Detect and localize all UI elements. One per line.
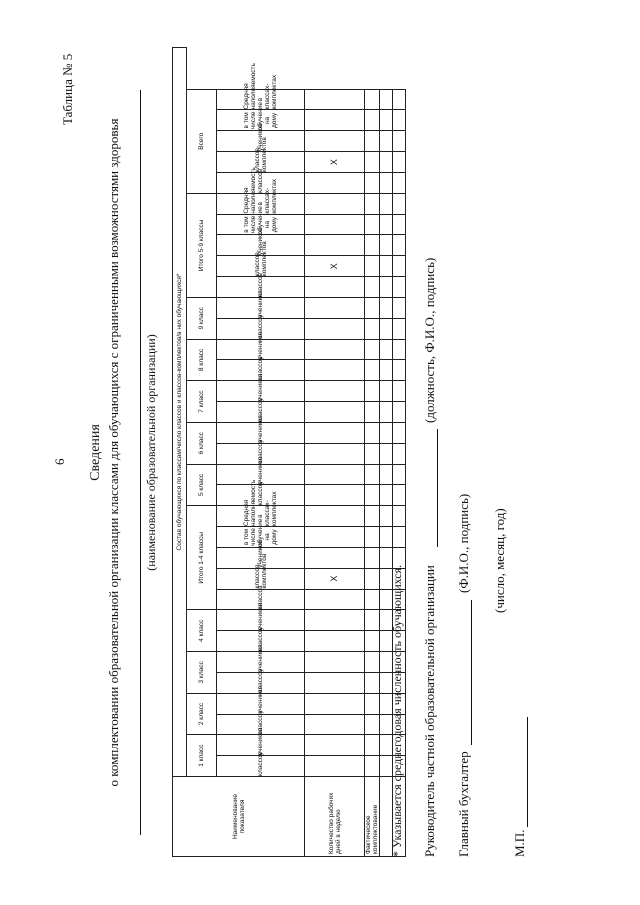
data-cell: [365, 402, 380, 423]
data-cell: [393, 297, 406, 318]
data-cell: [380, 506, 393, 527]
row-label-actual-staffing: Фактическое комплектование: [365, 777, 380, 857]
data-cell: [380, 402, 393, 423]
data-cell: [393, 89, 406, 110]
data-cell: [305, 756, 365, 777]
data-cell: [393, 485, 406, 506]
data-cell: [365, 89, 380, 110]
data-cell: [365, 193, 380, 214]
subheader-students: учеников: [217, 735, 305, 756]
data-cell: [365, 277, 380, 298]
group-header-9: 9 класс: [187, 297, 217, 339]
data-cell: [380, 527, 393, 548]
x-mark: Х: [305, 152, 365, 173]
director-label: Руководитель частной образовательной организации: [422, 565, 437, 857]
data-cell: [365, 631, 380, 652]
group-header-6: 6 класс: [187, 422, 217, 464]
indicator-header: Наименование показателя: [173, 777, 305, 857]
data-cell: [393, 381, 406, 402]
data-cell: [365, 464, 380, 485]
data-cell: [393, 402, 406, 423]
data-cell: [380, 318, 393, 339]
data-cell: [305, 589, 365, 610]
data-cell: [305, 110, 365, 131]
data-cell: [305, 527, 365, 548]
data-cell: [365, 235, 380, 256]
data-cell: [380, 193, 393, 214]
data-cell: [393, 422, 406, 443]
accountant-label: Главный бухгалтер: [456, 751, 471, 857]
data-cell: [305, 672, 365, 693]
data-cell: [305, 89, 365, 110]
data-cell: [393, 152, 406, 173]
subheader-classes: классов: [217, 589, 305, 610]
data-cell: [305, 339, 365, 360]
data-cell: [305, 506, 365, 527]
data-cell: [305, 402, 365, 423]
data-cell: [380, 422, 393, 443]
subheader-classes: классов: [217, 172, 305, 193]
data-cell: [305, 610, 365, 631]
data-cell: [393, 172, 406, 193]
data-cell: [393, 464, 406, 485]
subheader-classes: классов: [217, 714, 305, 735]
data-cell: [393, 193, 406, 214]
group-header-0: 1 класс: [187, 735, 217, 777]
data-cell: [393, 318, 406, 339]
data-cell: [305, 381, 365, 402]
data-cell: [380, 485, 393, 506]
data-cell: [380, 339, 393, 360]
composition-header: Состав обучающихся по классам/число классов и классов-комплектов/в них обучающихся*: [173, 48, 187, 777]
group-header-10: Итого 5-9 классы: [187, 193, 217, 297]
subheader-students: учеников: [217, 547, 305, 568]
data-cell: [365, 256, 380, 277]
data-cell: [365, 360, 380, 381]
data-cell: [380, 235, 393, 256]
subheader-classes: классов: [217, 360, 305, 381]
data-cell: [365, 589, 380, 610]
subheader-average-occupancy: Средняя наполняемость в классах-комплектах: [217, 89, 305, 110]
page-number: 6: [52, 458, 67, 465]
data-cell: [305, 297, 365, 318]
subheader-home-schooling: в том числе обучение на дому: [217, 214, 305, 235]
data-cell: [305, 360, 365, 381]
subheader-students: учеников: [217, 422, 305, 443]
document-title: Сведения: [88, 424, 103, 481]
footnote: * Указывается среднегодовая численность обучающихся.: [390, 564, 404, 857]
data-cell: [365, 422, 380, 443]
data-cell: [393, 235, 406, 256]
table-number: Таблица № 5: [60, 53, 75, 125]
x-mark: Х: [305, 568, 365, 589]
subheader-classes: классов: [217, 631, 305, 652]
accountant-caption: (Ф.И.О., подпись): [456, 493, 471, 593]
data-cell: [305, 714, 365, 735]
data-cell: [380, 110, 393, 131]
data-cell: [365, 756, 380, 777]
accountant-signature-line: [471, 600, 472, 745]
group-header-3: 4 класс: [187, 610, 217, 652]
subheader-home-schooling: в том числе обучение на дому: [217, 110, 305, 131]
subheader-average-occupancy: Средняя наполняемость в классах-комплектах: [217, 506, 305, 527]
data-cell: [305, 193, 365, 214]
data-cell: [365, 381, 380, 402]
data-cell: [305, 443, 365, 464]
data-cell: [380, 214, 393, 235]
data-cell: [365, 339, 380, 360]
subheader-students: учеников: [217, 235, 305, 256]
group-header-4: Итого 1-4 классы: [187, 506, 217, 610]
data-cell: [365, 443, 380, 464]
data-cell: [393, 443, 406, 464]
data-cell: [380, 381, 393, 402]
subheader-complect-classes: классов-комплектов: [217, 256, 305, 277]
subheader-students: учеников: [217, 297, 305, 318]
data-cell: [393, 339, 406, 360]
data-cell: [380, 360, 393, 381]
group-header-7: 7 класс: [187, 381, 217, 423]
data-cell: [365, 131, 380, 152]
data-cell: [365, 735, 380, 756]
data-cell: [365, 110, 380, 131]
group-header-5: 5 класс: [187, 464, 217, 506]
data-cell: [305, 631, 365, 652]
data-cell: [365, 485, 380, 506]
director-signature-line: [437, 429, 438, 547]
org-name-line: [140, 90, 141, 835]
subheader-students: учеников: [217, 339, 305, 360]
subheader-students: учеников: [217, 693, 305, 714]
data-cell: [305, 277, 365, 298]
data-cell: [365, 297, 380, 318]
data-cell: [380, 152, 393, 173]
data-cell: [365, 693, 380, 714]
data-cell: [305, 318, 365, 339]
data-cell: [380, 89, 393, 110]
data-cell: [393, 506, 406, 527]
director-caption: (должность, Ф.И.О., подпись): [422, 257, 437, 423]
data-cell: [393, 277, 406, 298]
group-header-2: 3 класс: [187, 652, 217, 694]
subheader-students: учеников: [217, 131, 305, 152]
subheader-classes: классов: [217, 756, 305, 777]
data-cell: [393, 214, 406, 235]
data-cell: [393, 131, 406, 152]
subheader-classes: классов: [217, 318, 305, 339]
x-mark: Х: [305, 256, 365, 277]
subheader-students: учеников: [217, 464, 305, 485]
org-name-caption: (наименование образовательной организации): [144, 334, 158, 571]
group-header-8: 8 класс: [187, 339, 217, 381]
group-header-1: 2 класс: [187, 693, 217, 735]
data-cell: [393, 360, 406, 381]
data-cell: [305, 235, 365, 256]
row-label-working-days: Количество рабочих дней в неделю: [305, 777, 365, 857]
data-cell: [365, 714, 380, 735]
data-cell: [365, 547, 380, 568]
staffing-table: [172, 47, 406, 857]
data-cell: [393, 527, 406, 548]
data-cell: [305, 547, 365, 568]
subheader-students: учеников: [217, 381, 305, 402]
data-cell: [380, 277, 393, 298]
subheader-complect-classes: классов-комплектов: [217, 152, 305, 173]
subheader-complect-classes: классов-комплектов: [217, 568, 305, 589]
stamp-label: М.П.: [512, 829, 527, 857]
data-cell: [365, 527, 380, 548]
data-cell: [365, 152, 380, 173]
data-cell: [305, 652, 365, 673]
data-cell: [305, 214, 365, 235]
data-cell: [365, 318, 380, 339]
date-caption: (число, месяц, год): [492, 508, 507, 613]
data-cell: [365, 610, 380, 631]
data-cell: [305, 485, 365, 506]
data-cell: [380, 131, 393, 152]
data-cell: [365, 506, 380, 527]
data-cell: [305, 464, 365, 485]
subheader-classes: классов: [217, 443, 305, 464]
data-cell: [365, 172, 380, 193]
subheader-students: учеников: [217, 652, 305, 673]
data-cell: [380, 443, 393, 464]
subheader-classes: классов: [217, 672, 305, 693]
subheader-classes: классов: [217, 402, 305, 423]
data-cell: [305, 735, 365, 756]
data-cell: [393, 110, 406, 131]
date-line: [527, 717, 528, 827]
data-cell: [380, 256, 393, 277]
data-cell: [305, 172, 365, 193]
data-cell: [365, 568, 380, 589]
data-cell: [365, 214, 380, 235]
subheader-classes: классов: [217, 485, 305, 506]
group-header-11: Всего: [187, 89, 217, 193]
data-cell: [305, 422, 365, 443]
subheader-average-occupancy: Средняя наполняемость в классах-комплектах: [217, 193, 305, 214]
data-cell: [380, 464, 393, 485]
subheader-classes: классов: [217, 277, 305, 298]
data-cell: [365, 672, 380, 693]
data-cell: [380, 297, 393, 318]
subheader-students: учеников: [217, 610, 305, 631]
subheader-home-schooling: в том числе обучение на дому: [217, 527, 305, 548]
document-subtitle: о комплектовании образовательной организации классами для обучающихся с ограниченными возможностями здоровья: [106, 118, 121, 787]
data-cell: [305, 131, 365, 152]
data-cell: [380, 172, 393, 193]
data-cell: [305, 693, 365, 714]
data-cell: [393, 256, 406, 277]
data-cell: [365, 652, 380, 673]
